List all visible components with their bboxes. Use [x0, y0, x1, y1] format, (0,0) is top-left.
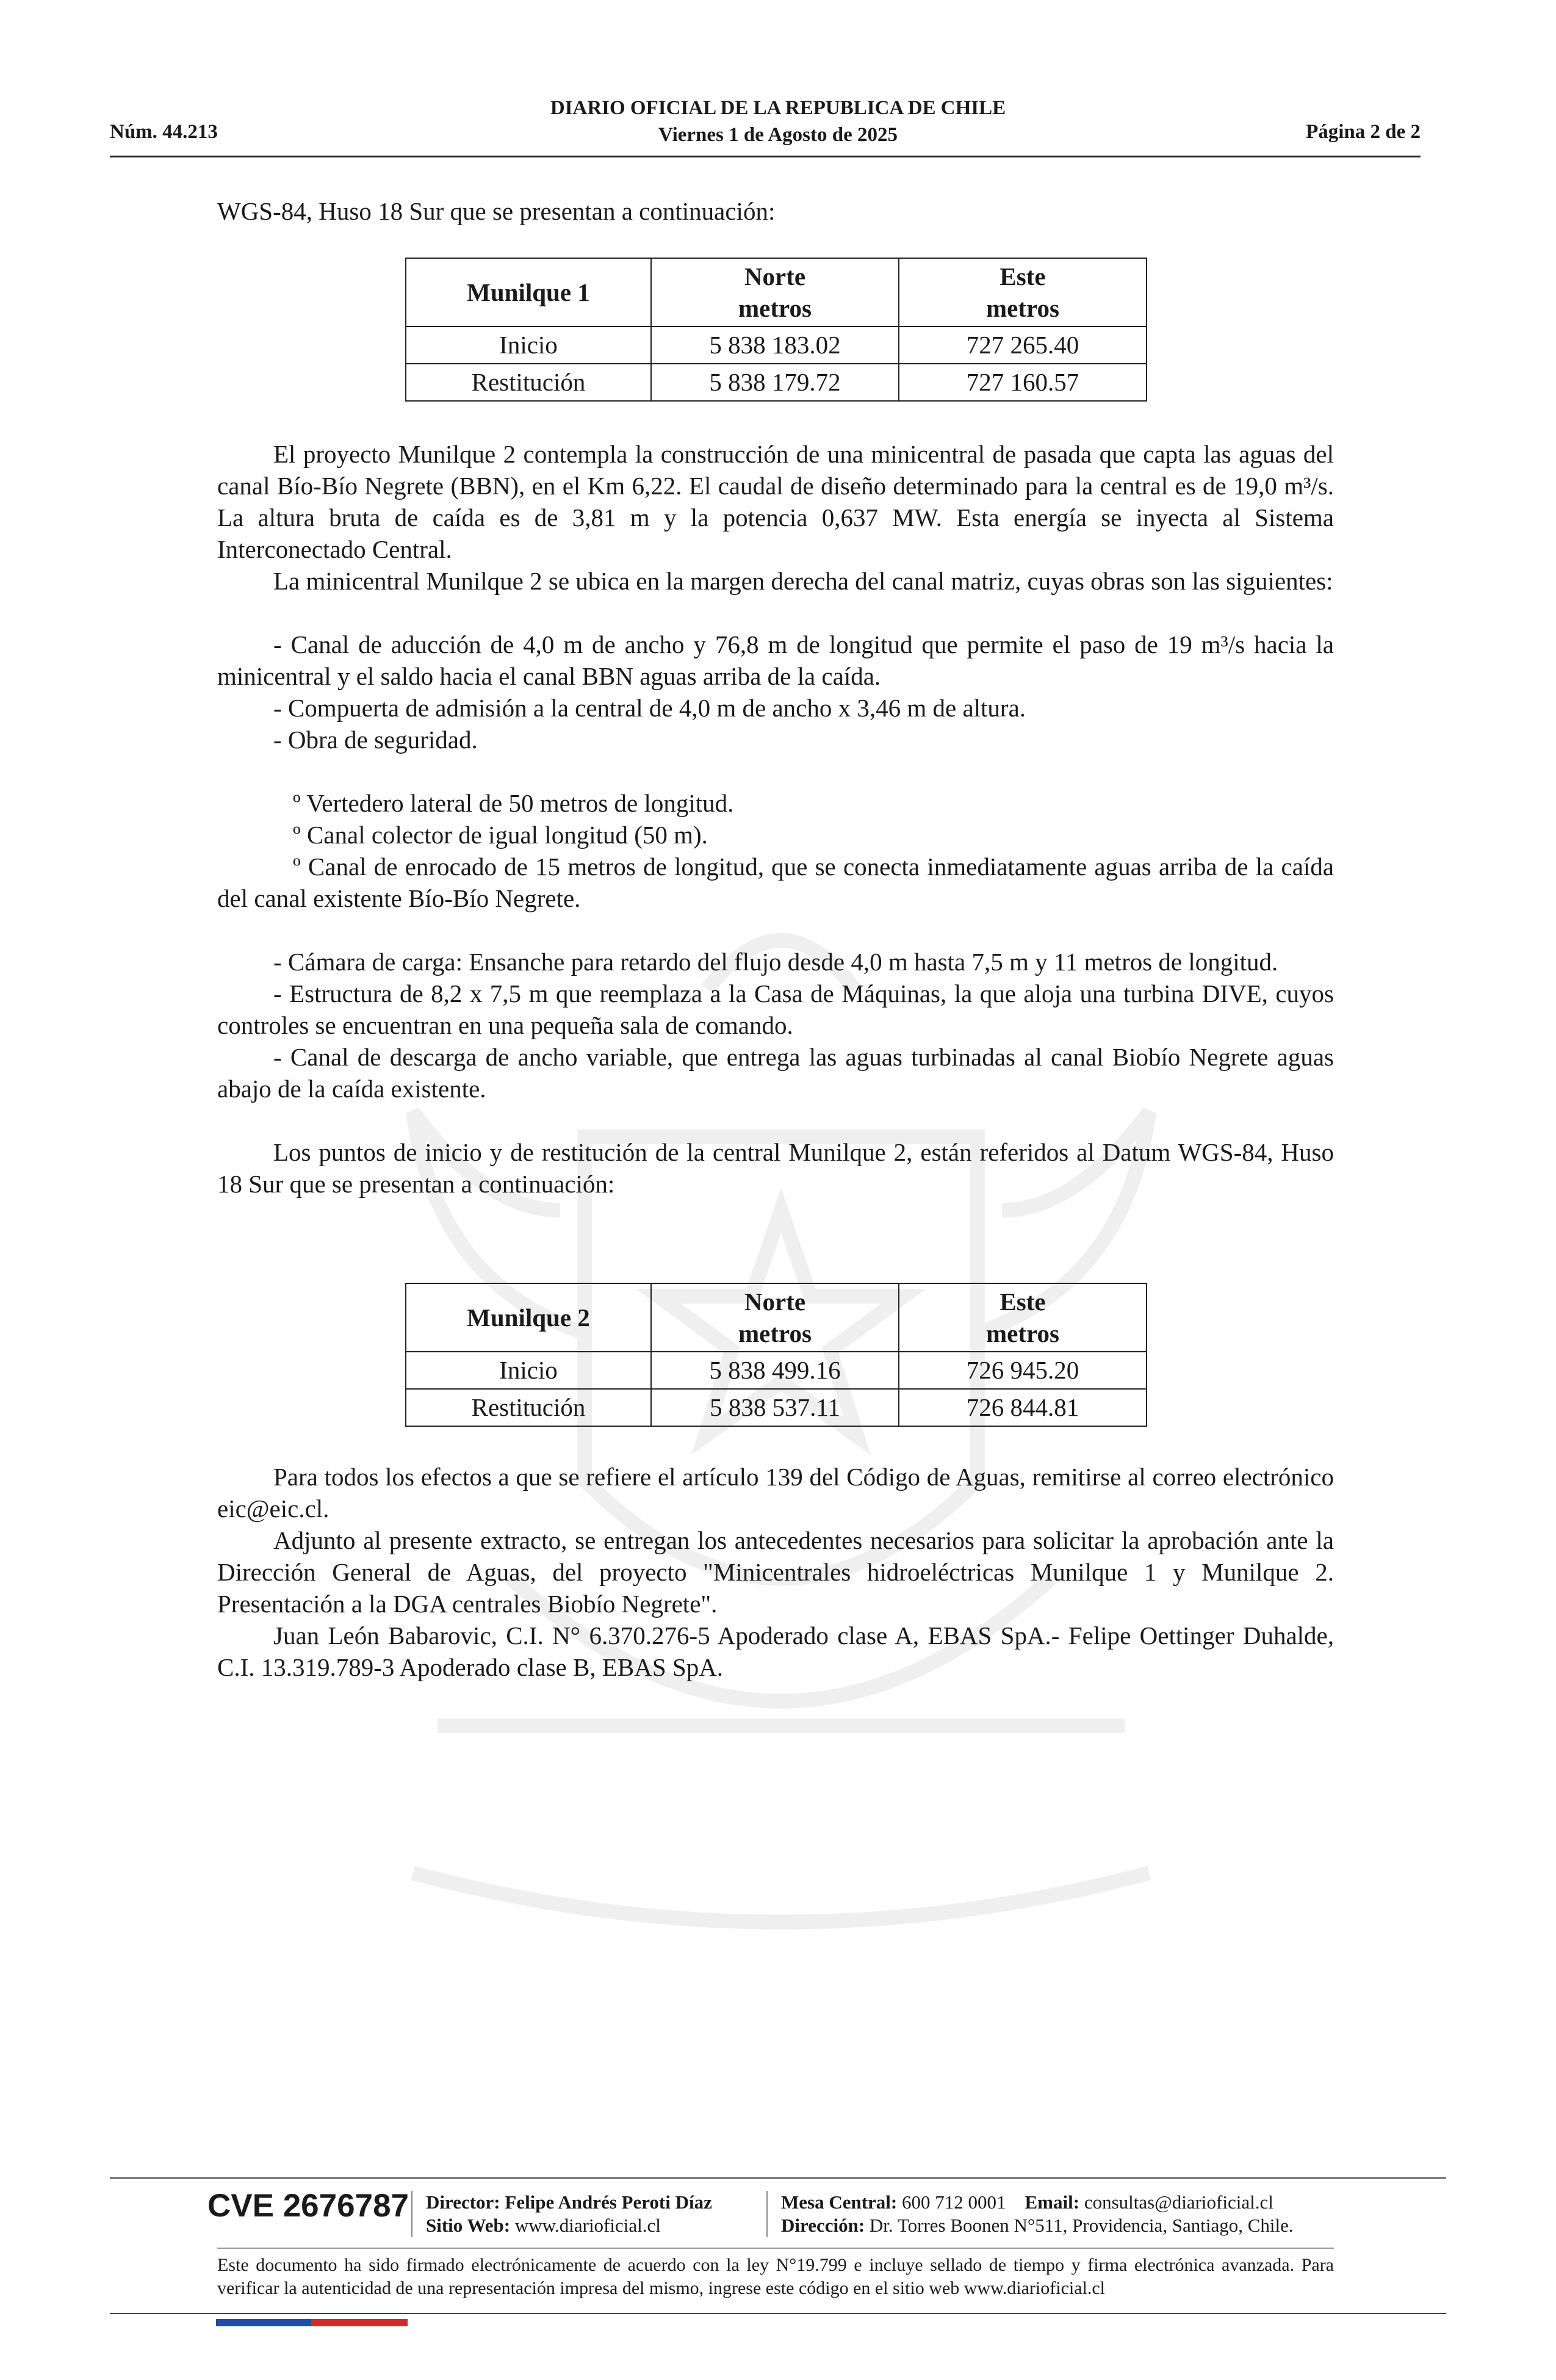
- list-item: - Canal de descarga de ancho variable, que entrega las aguas turbinadas al canal Biobío Negrete aguas abajo de la caída existente.: [217, 1043, 1334, 1103]
- table-row: [406, 364, 1147, 401]
- east-value: 727 160.57: [899, 364, 1147, 401]
- table-header-row: [406, 1283, 1147, 1352]
- paragraph: Adjunto al presente extracto, se entregan los antecedentes necesarios para solicitar la aprobación ante la Dirección General de Aguas, del proyecto "Minicentrales hidroeléctricas Munilque 1 y Munilque 2. Presentación a la DGA centrales Biobío Negrete".: [217, 1526, 1334, 1618]
- coordinates-table-munilque-2: [405, 1283, 1147, 1427]
- newspaper-title: DIARIO OFICIAL DE LA REPUBLICA DE CHILE: [550, 97, 1006, 119]
- sub-list-item: º Canal de enrocado de 15 metros de longitud, que se conecta inmediatamente aguas arriba de la caída del canal existente Bío-Bío Negrete.: [217, 853, 1334, 912]
- point-label: Inicio: [406, 326, 651, 364]
- paragraph: El proyecto Munilque 2 contempla la construcción de una minicentral de pasada que capta las aguas del canal Bío-Bío Negrete (BBN), en el Km 6,22. El caudal de diseño determinado para la central es de 19,0 m³/s. La altura bruta de caída es de 3,81 m y la potencia 0,637 MW. Esta energía se inyecta al Sistema Interconectado Central.: [217, 440, 1334, 563]
- footer-mid-rule: [217, 2248, 1334, 2249]
- east-value: 727 265.40: [899, 326, 1147, 364]
- email-link[interactable]: consultas@diarioficial.cl: [1084, 2191, 1273, 2213]
- issue-date: Viernes 1 de Agosto de 2025: [658, 124, 898, 146]
- page-number: Página 2 de 2: [1306, 121, 1421, 143]
- list-item: - Canal de aducción de 4,0 m de ancho y 76,8 m de longitud que permite el paso de 19 m³/s hacia la minicentral y el saldo hacia el canal BBN aguas arriba de la caída.: [217, 630, 1334, 690]
- east-header: Este metros: [899, 258, 1147, 326]
- legal-notice: Este documento ha sido firmado electrónicamente de acuerdo con la ley N°19.799 e incluye sellado de tiempo y firma electrónica avanzada. Para verificar la autenticidad de una representación impresa del mismo, ingrese este código en el sitio web www.diarioficial.cl: [217, 2255, 1334, 2298]
- east-value: 726 945.20: [899, 1352, 1147, 1389]
- footer-top-rule: [110, 2177, 1446, 2179]
- north-value: 5 838 499.16: [651, 1352, 899, 1389]
- sub-list-item: º Canal colector de igual longitud (50 m).: [293, 821, 708, 849]
- header-rule: [110, 156, 1421, 157]
- signatories: Juan León Babarovic, C.I. N° 6.370.276-5 Apoderado clase A, EBAS SpA.- Felipe Oettinger Duhalde, C.I. 13.319.789-3 Apoderado clase B, EBAS SpA.: [217, 1621, 1334, 1681]
- east-value: 726 844.81: [899, 1389, 1147, 1426]
- intro-block: [217, 195, 1334, 227]
- address: Dr. Torres Boonen N°511, Providencia, Santiago, Chile.: [869, 2215, 1294, 2236]
- closing-text: [217, 1461, 1334, 1683]
- phone-number: 600 712 0001: [902, 2191, 1006, 2213]
- point-label: Restitución: [406, 364, 651, 401]
- body-text: [217, 438, 1334, 1200]
- footer-contact-block: Mesa Central: 600 712 0001 Email: consultas@diarioficial.cl Dirección: Dr. Torres Boonen N°511, Providencia, Santiago, Chile.: [781, 2191, 1294, 2236]
- intro-text: WGS-84, Huso 18 Sur que se presentan a continuación:: [217, 197, 776, 225]
- list-item: - Compuerta de admisión a la central de 4,0 m de ancho x 3,46 m de altura.: [273, 694, 1026, 722]
- paragraph: Los puntos de inicio y de restitución de la central Munilque 2, están referidos al Datum WGS-84, Huso 18 Sur que se presentan a continuación:: [217, 1138, 1334, 1198]
- director-name: Felipe Andrés Peroti Díaz: [505, 2191, 712, 2213]
- north-value: 5 838 183.02: [651, 326, 899, 364]
- table-row: [406, 326, 1147, 364]
- list-item: - Obra de seguridad.: [273, 726, 478, 754]
- flag-stripe-red: [311, 2319, 408, 2326]
- table-name-cell: Munilque 2: [406, 1283, 651, 1352]
- flag-stripe-blue: [216, 2319, 311, 2326]
- footer-director-block: Director: Felipe Andrés Peroti Díaz Sitio Web: www.diarioficial.cl: [426, 2191, 712, 2236]
- table-row: [406, 1352, 1147, 1389]
- sub-list-item: º Vertedero lateral de 50 metros de longitud.: [293, 789, 734, 817]
- cve-code: CVE 2676787: [207, 2188, 409, 2224]
- point-label: Restitución: [406, 1389, 651, 1426]
- table-header-row: [406, 258, 1147, 326]
- footer-divider: [766, 2191, 768, 2237]
- north-value: 5 838 179.72: [651, 364, 899, 401]
- footer-divider: [411, 2191, 412, 2237]
- east-header: Este metros: [899, 1283, 1147, 1352]
- issue-number: Núm. 44.213: [110, 121, 218, 143]
- table-row: [406, 1389, 1147, 1426]
- paragraph: Para todos los efectos a que se refiere el artículo 139 del Código de Aguas, remitirse al correo electrónico eic@eic.cl.: [217, 1463, 1334, 1523]
- list-item: - Cámara de carga: Ensanche para retardo del flujo desde 4,0 m hasta 7,5 m y 11 metros de longitud.: [273, 948, 1278, 976]
- north-value: 5 838 537.11: [651, 1389, 899, 1426]
- table-name-cell: Munilque 1: [406, 258, 651, 326]
- north-header: Norte metros: [651, 1283, 899, 1352]
- point-label: Inicio: [406, 1352, 651, 1389]
- footer-bottom-rule: [110, 2313, 1446, 2314]
- north-header: Norte metros: [651, 258, 899, 326]
- website-link[interactable]: www.diarioficial.cl: [514, 2215, 661, 2236]
- paragraph: La minicentral Munilque 2 se ubica en la margen derecha del canal matriz, cuyas obras son las siguientes:: [273, 567, 1333, 595]
- coordinates-table-munilque-1: [405, 258, 1147, 402]
- list-item: - Estructura de 8,2 x 7,5 m que reemplaza a la Casa de Máquinas, la que aloja una turbina DIVE, cuyos controles se encuentran en una pequeña sala de comando.: [217, 979, 1334, 1039]
